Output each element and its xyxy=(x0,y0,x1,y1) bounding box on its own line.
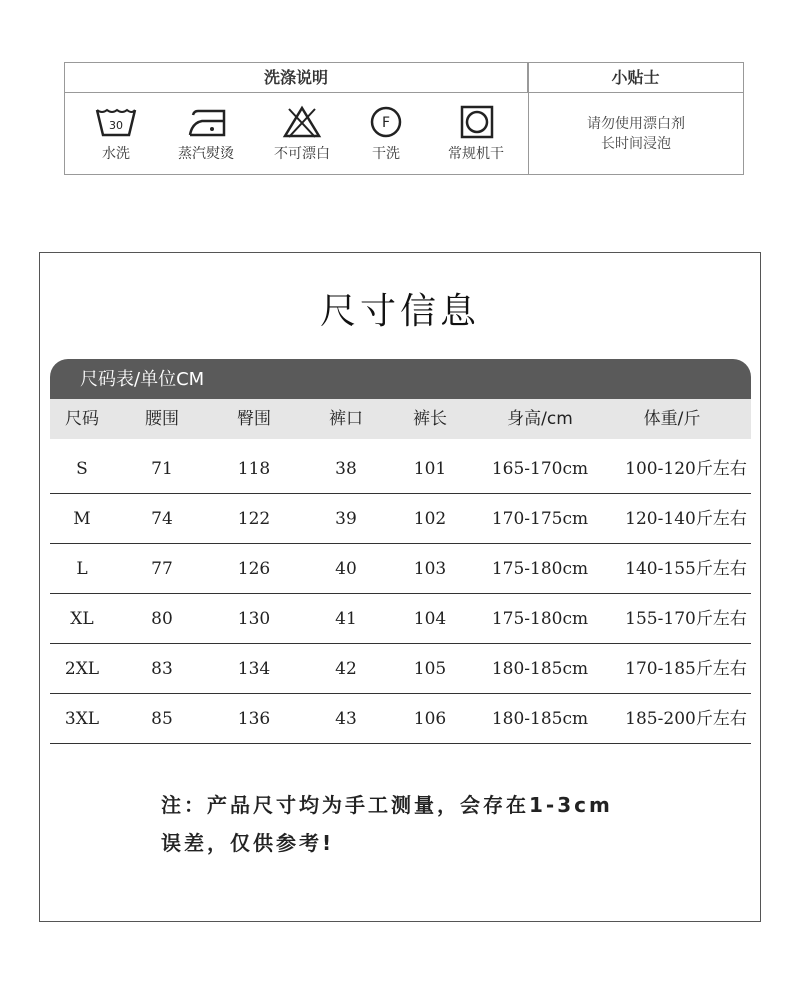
hip-cell: 130 xyxy=(237,609,271,629)
hem-cell: 41 xyxy=(335,609,357,629)
length-cell: 104 xyxy=(413,609,447,629)
weight-cell: 100-120斤左右 xyxy=(625,459,747,479)
measurement-note xyxy=(161,786,721,862)
care-item-wash xyxy=(71,105,161,163)
height-cell: 165-170cm xyxy=(491,459,589,479)
weight-cell: 120-140斤左右 xyxy=(625,509,747,529)
dry-clean-letter: F xyxy=(381,115,391,131)
size-table-banner: 尺码表/单位CM xyxy=(50,359,751,399)
height-cell: 180-185cm xyxy=(491,709,589,729)
tips-title: 小贴士 xyxy=(528,63,743,93)
hem-cell: 40 xyxy=(335,559,357,579)
hip-cell: 136 xyxy=(237,709,271,729)
tips-content xyxy=(529,93,743,174)
size-info-panel xyxy=(39,252,761,922)
height-cell: 180-185cm xyxy=(491,659,589,679)
length-cell: 102 xyxy=(413,509,447,529)
hem-cell: 39 xyxy=(335,509,357,529)
length-cell: 105 xyxy=(413,659,447,679)
column-header: 尺码 xyxy=(65,409,99,429)
waist-cell: 71 xyxy=(151,459,173,479)
wash-30-icon xyxy=(94,105,138,139)
waist-cell: 80 xyxy=(151,609,173,629)
column-header: 体重/斤 xyxy=(643,409,701,429)
table-row xyxy=(50,594,751,644)
tumble-dry-icon xyxy=(454,105,498,139)
column-header: 裤口 xyxy=(329,409,363,429)
column-header: 裤长 xyxy=(413,409,447,429)
care-item-tumble-dry xyxy=(431,105,521,163)
hip-cell: 134 xyxy=(237,659,271,679)
care-title: 洗涤说明 xyxy=(65,63,528,93)
length-cell: 101 xyxy=(413,459,447,479)
hem-cell: 43 xyxy=(335,709,357,729)
wash-temperature: 30 xyxy=(109,119,123,132)
waist-cell: 85 xyxy=(151,709,173,729)
waist-cell: 74 xyxy=(151,509,173,529)
hem-cell: 42 xyxy=(335,659,357,679)
size-cell: L xyxy=(76,559,88,579)
care-instructions-panel xyxy=(64,62,744,175)
size-cell: S xyxy=(76,459,88,479)
table-row xyxy=(50,644,751,694)
table-row xyxy=(50,444,751,494)
weight-cell: 155-170斤左右 xyxy=(625,609,747,629)
weight-cell: 140-155斤左右 xyxy=(625,559,747,579)
height-cell: 170-175cm xyxy=(491,509,589,529)
size-cell: 3XL xyxy=(64,709,100,729)
size-table-header xyxy=(50,399,751,439)
size-title: 尺寸信息 xyxy=(319,291,480,332)
care-label: 常规机干 xyxy=(448,146,504,162)
iron-icon xyxy=(184,105,228,139)
size-cell: XL xyxy=(70,609,94,629)
care-label: 不可漂白 xyxy=(274,146,330,162)
hem-cell: 38 xyxy=(335,459,357,479)
waist-cell: 83 xyxy=(151,659,173,679)
table-row xyxy=(50,694,751,744)
column-header: 臀围 xyxy=(237,409,271,429)
weight-cell: 170-185斤左右 xyxy=(625,659,747,679)
care-label: 蒸汽熨烫 xyxy=(178,146,234,162)
note-line: 注：产品尺寸均为手工测量，会存在1-3cm xyxy=(161,793,613,817)
length-cell: 106 xyxy=(413,709,447,729)
length-cell: 103 xyxy=(413,559,447,579)
care-label: 干洗 xyxy=(372,146,400,162)
height-cell: 175-180cm xyxy=(491,559,589,579)
hip-cell: 122 xyxy=(237,509,271,529)
care-icons xyxy=(65,93,528,174)
size-cell: M xyxy=(73,509,91,529)
column-header: 身高/cm xyxy=(507,409,573,429)
waist-cell: 77 xyxy=(151,559,173,579)
tip-line: 长时间浸泡 xyxy=(601,135,671,152)
column-header: 腰围 xyxy=(145,409,179,429)
no-bleach-icon xyxy=(280,105,324,139)
care-item-no-bleach xyxy=(257,105,347,163)
table-row xyxy=(50,544,751,594)
weight-cell: 185-200斤左右 xyxy=(625,709,747,729)
tip-line: 请勿使用漂白剂 xyxy=(587,115,685,132)
care-item-dry-clean xyxy=(341,105,431,163)
size-cell: 2XL xyxy=(64,659,100,679)
table-row xyxy=(50,494,751,544)
dry-clean-icon xyxy=(364,105,408,139)
note-line: 误差，仅供参考! xyxy=(161,831,335,855)
height-cell: 175-180cm xyxy=(491,609,589,629)
care-label: 水洗 xyxy=(102,146,130,162)
care-item-iron xyxy=(161,105,251,163)
hip-cell: 126 xyxy=(237,559,271,579)
hip-cell: 118 xyxy=(237,459,271,479)
